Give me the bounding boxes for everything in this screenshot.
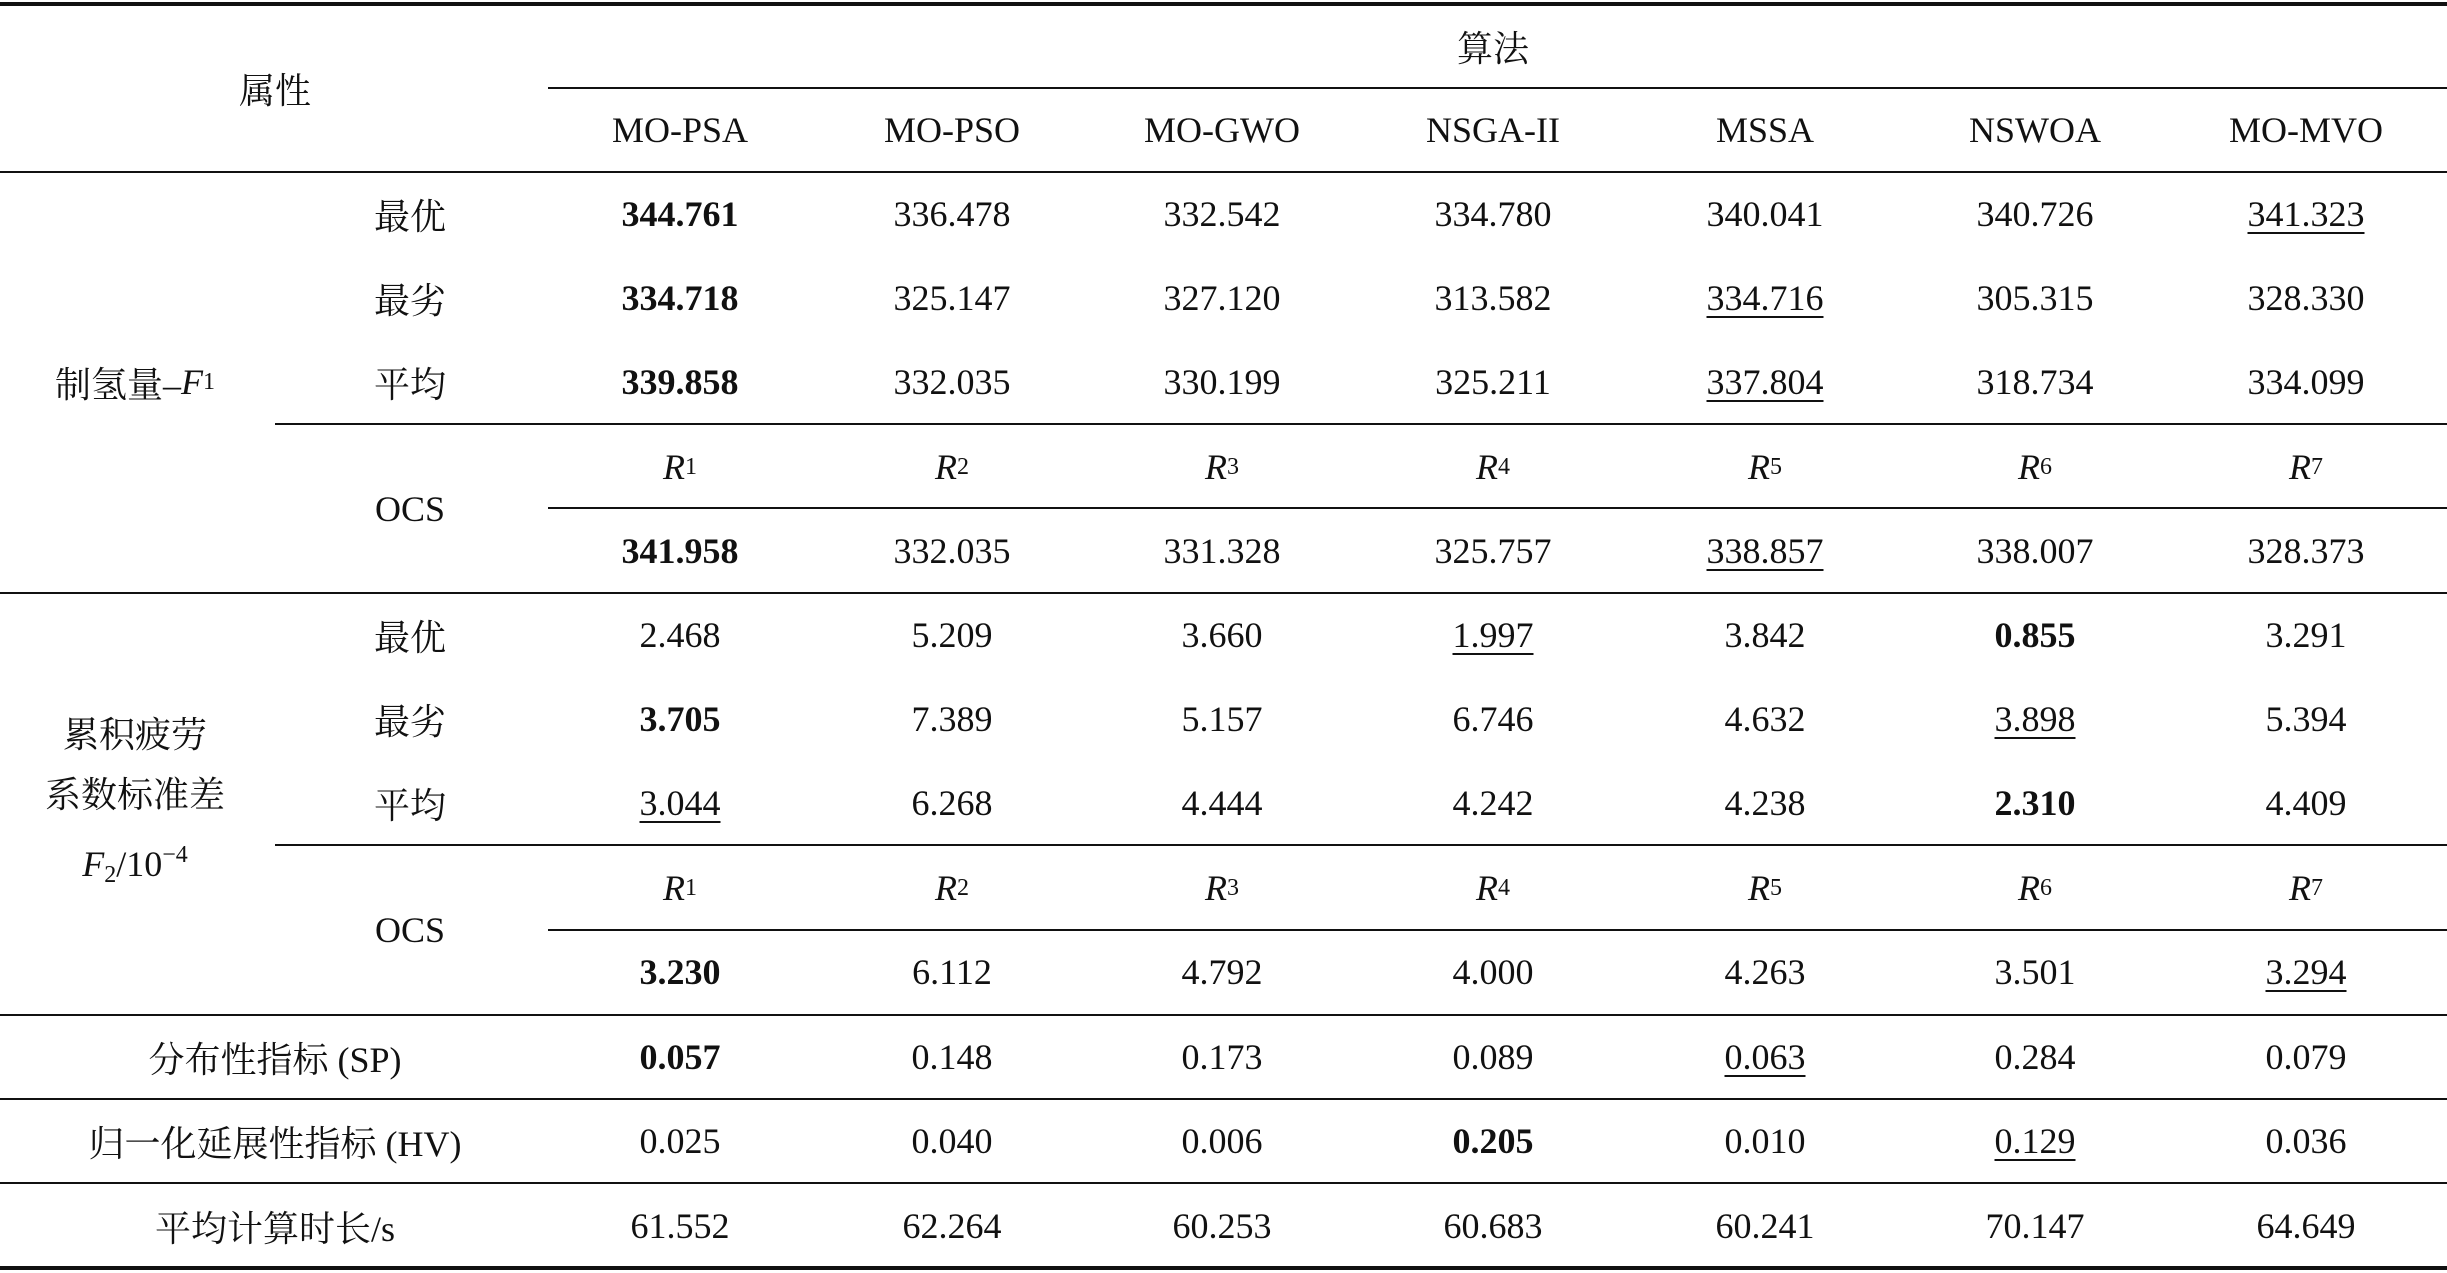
- group-label-text: 制氢量–: [54, 364, 181, 405]
- algorithm-name: MO-GWO: [1144, 110, 1300, 150]
- table-cell: [550, 509, 810, 593]
- cell-value: 3.898: [1994, 699, 2076, 739]
- table-cell: [1092, 1015, 1352, 1099]
- ocs-ratio-label: [1092, 425, 1352, 509]
- table-cell: [822, 1099, 1082, 1183]
- cell-value: 61.552: [630, 1206, 730, 1246]
- ratio-subscript: 7: [2311, 874, 2323, 901]
- ocs-ratio-label: [550, 425, 810, 509]
- ocs-ratio-label: [822, 425, 1082, 509]
- row-label: 最优: [373, 196, 446, 237]
- ratio-subscript: 5: [1770, 874, 1782, 901]
- table-cell: [550, 1099, 810, 1183]
- cell-value: 305.315: [1976, 278, 2094, 318]
- cell-value: 325.147: [893, 278, 1011, 318]
- ratio-symbol: R: [1205, 868, 1227, 908]
- ocs-label: OCS: [374, 489, 446, 529]
- table-cell: [1092, 509, 1352, 593]
- cell-value: 3.294: [2265, 952, 2347, 992]
- cell-value: 4.263: [1724, 952, 1806, 992]
- cell-value: 340.726: [1976, 194, 2094, 234]
- table-cell: [1635, 930, 1895, 1014]
- table-cell: [822, 593, 1082, 677]
- table-cell: [2176, 677, 2436, 761]
- table-cell: [1363, 930, 1623, 1014]
- table-cell: [1363, 340, 1623, 424]
- table-cell: [822, 930, 1082, 1014]
- table-cell: [1363, 256, 1623, 340]
- summary-row-label: 平均计算时长/s: [154, 1208, 395, 1249]
- ratio-symbol: R: [935, 868, 957, 908]
- table-cell: [822, 761, 1082, 845]
- ratio-subscript: 3: [1227, 453, 1239, 480]
- table-cell: [1905, 593, 2165, 677]
- cell-value: 338.007: [1976, 531, 2094, 571]
- cell-value: 338.857: [1706, 531, 1824, 571]
- cell-value: 313.582: [1434, 278, 1552, 318]
- cell-value: 2.310: [1994, 783, 2076, 823]
- cell-value: 4.238: [1724, 783, 1806, 823]
- table-cell: [2176, 1184, 2436, 1268]
- ratio-symbol: R: [2018, 447, 2040, 487]
- ratio-subscript: 1: [685, 453, 697, 480]
- group-exponent: −4: [162, 842, 188, 868]
- algorithm-name: NSGA-II: [1426, 110, 1560, 150]
- cell-value: 4.242: [1452, 783, 1534, 823]
- table-cell: [1905, 340, 2165, 424]
- cell-value: 339.858: [621, 362, 739, 402]
- table-cell: [822, 1015, 1082, 1099]
- ratio-subscript: 1: [685, 874, 697, 901]
- cell-value: 0.205: [1452, 1121, 1534, 1161]
- cell-value: 0.079: [2265, 1037, 2347, 1077]
- algorithm-name: MO-MVO: [2228, 110, 2383, 150]
- table-cell: [1363, 677, 1623, 761]
- table-cell: [2176, 1015, 2436, 1099]
- ratio-subscript: 5: [1770, 453, 1782, 480]
- ocs-ratio-label: [2176, 425, 2436, 509]
- cell-value: 327.120: [1163, 278, 1281, 318]
- table-cell: [1363, 1015, 1623, 1099]
- algorithm-name: MO-PSO: [883, 110, 1021, 150]
- cell-value: 0.855: [1994, 615, 2076, 655]
- table-cell: [1905, 509, 2165, 593]
- cell-value: 0.173: [1181, 1037, 1263, 1077]
- table-cell: [1092, 256, 1352, 340]
- cell-value: 0.129: [1994, 1121, 2076, 1161]
- table-cell: [1635, 1099, 1895, 1183]
- table-cell: [1635, 509, 1895, 593]
- table-cell: [550, 1015, 810, 1099]
- table-cell: [550, 340, 810, 424]
- ocs-ratio-label: [1905, 425, 2165, 509]
- row-label: 平均: [373, 364, 446, 405]
- algorithm-name: MSSA: [1715, 110, 1815, 150]
- table-cell: [1363, 1184, 1623, 1268]
- table-cell: [822, 509, 1082, 593]
- table-cell: [2176, 509, 2436, 593]
- group-variable: F: [82, 844, 105, 884]
- cell-value: 325.211: [1435, 362, 1551, 402]
- cell-value: 70.147: [1985, 1206, 2085, 1246]
- table-cell: [1635, 593, 1895, 677]
- table-cell: [1905, 677, 2165, 761]
- ocs-ratio-label: [1363, 846, 1623, 930]
- table-cell: [1092, 930, 1352, 1014]
- table-cell: [1363, 593, 1623, 677]
- cell-value: 341.958: [621, 531, 739, 571]
- cell-value: 332.542: [1163, 194, 1281, 234]
- table-cell: [2176, 761, 2436, 845]
- cell-value: 4.444: [1181, 783, 1263, 823]
- cell-value: 4.632: [1724, 699, 1806, 739]
- group-label-line1: 累积疲劳: [62, 715, 207, 755]
- table-cell: [2176, 930, 2436, 1014]
- ratio-symbol: R: [2289, 447, 2311, 487]
- table-cell: [1905, 1015, 2165, 1099]
- cell-value: 6.268: [911, 783, 993, 823]
- ratio-subscript: 4: [1498, 874, 1510, 901]
- ratio-symbol: R: [663, 868, 685, 908]
- ocs-ratio-label: [822, 846, 1082, 930]
- row-label: 最优: [373, 617, 446, 658]
- group-label-line3: [82, 825, 188, 905]
- ratio-subscript: 3: [1227, 874, 1239, 901]
- cell-value: 1.997: [1452, 615, 1534, 655]
- ratio-subscript: 4: [1498, 453, 1510, 480]
- table-cell: [550, 930, 810, 1014]
- cell-value: 2.468: [639, 615, 721, 655]
- ratio-symbol: R: [663, 447, 685, 487]
- ratio-subscript: 2: [957, 874, 969, 901]
- group-label-line2: 系数标准差: [44, 775, 225, 815]
- top-rule: [0, 2, 2447, 6]
- ocs-ratio-label: [1635, 846, 1895, 930]
- cell-value: 6.112: [912, 952, 992, 992]
- table-cell: [1092, 761, 1352, 845]
- cell-value: 64.649: [2256, 1206, 2356, 1246]
- table-cell: [1363, 172, 1623, 256]
- table-cell: [1092, 677, 1352, 761]
- table-cell: [2176, 172, 2436, 256]
- table-cell: [1092, 1099, 1352, 1183]
- table-cell: [1635, 1015, 1895, 1099]
- ocs-ratio-label: [1905, 846, 2165, 930]
- cell-value: 0.284: [1994, 1037, 2076, 1077]
- cell-value: 328.373: [2247, 531, 2365, 571]
- cell-value: 7.389: [911, 699, 993, 739]
- table-cell: [822, 256, 1082, 340]
- table-cell: [2176, 340, 2436, 424]
- cell-value: 344.761: [621, 194, 739, 234]
- ratio-symbol: R: [1476, 447, 1498, 487]
- table-cell: [1635, 761, 1895, 845]
- cell-value: 0.063: [1724, 1037, 1806, 1077]
- table-cell: [1635, 172, 1895, 256]
- attribute-header: 属性: [238, 70, 311, 111]
- cell-value: 3.501: [1994, 952, 2076, 992]
- ratio-symbol: R: [1748, 868, 1770, 908]
- cell-value: 5.157: [1181, 699, 1263, 739]
- table-cell: [1092, 593, 1352, 677]
- table-cell: [2176, 593, 2436, 677]
- cell-value: 3.230: [639, 952, 721, 992]
- summary-row-label: 归一化延展性指标 (HV): [88, 1123, 462, 1164]
- ratio-subscript: 6: [2040, 453, 2052, 480]
- ratio-symbol: R: [1476, 868, 1498, 908]
- table-cell: [822, 677, 1082, 761]
- algorithm-header: 算法: [1456, 28, 1529, 69]
- cell-value: 328.330: [2247, 278, 2365, 318]
- cell-value: 332.035: [893, 362, 1011, 402]
- row-label: 最劣: [373, 701, 446, 742]
- cell-value: 336.478: [893, 194, 1011, 234]
- cell-value: 4.409: [2265, 783, 2347, 823]
- f2-group-label: [0, 710, 270, 900]
- table-cell: [1905, 1184, 2165, 1268]
- table-cell: [1363, 509, 1623, 593]
- cell-value: 334.099: [2247, 362, 2365, 402]
- cell-value: 3.291: [2265, 615, 2347, 655]
- algorithm-name: MO-PSA: [611, 110, 749, 150]
- cell-value: 60.683: [1443, 1206, 1543, 1246]
- cell-value: 3.660: [1181, 615, 1263, 655]
- cell-value: 60.253: [1172, 1206, 1272, 1246]
- table-cell: [1635, 1184, 1895, 1268]
- ocs-ratio-label: [1363, 425, 1623, 509]
- cell-value: 0.025: [639, 1121, 721, 1161]
- cell-value: 0.040: [911, 1121, 993, 1161]
- cell-value: 318.734: [1976, 362, 2094, 402]
- table-cell: [1905, 256, 2165, 340]
- ratio-symbol: R: [2018, 868, 2040, 908]
- cell-value: 334.716: [1706, 278, 1824, 318]
- cell-value: 325.757: [1434, 531, 1552, 571]
- ratio-symbol: R: [1748, 447, 1770, 487]
- cell-value: 332.035: [893, 531, 1011, 571]
- ocs-ratio-label: [550, 846, 810, 930]
- cell-value: 340.041: [1706, 194, 1824, 234]
- cell-value: 5.209: [911, 615, 993, 655]
- cell-value: 3.044: [639, 783, 721, 823]
- cell-value: 0.148: [911, 1037, 993, 1077]
- cell-value: 330.199: [1163, 362, 1281, 402]
- cell-value: 341.323: [2247, 194, 2365, 234]
- table-cell: [1905, 172, 2165, 256]
- ocs-label: OCS: [374, 910, 446, 950]
- ocs-ratio-label: [2176, 846, 2436, 930]
- table-cell: [1635, 256, 1895, 340]
- cell-value: 331.328: [1163, 531, 1281, 571]
- group-subscript: 1: [203, 368, 215, 395]
- table-cell: [550, 172, 810, 256]
- group-subscript: 2: [104, 862, 117, 888]
- ratio-symbol: R: [1205, 447, 1227, 487]
- group-variable: F: [181, 362, 203, 402]
- table-cell: [1635, 677, 1895, 761]
- ocs-ratio-label: [1635, 425, 1895, 509]
- table-cell: [550, 761, 810, 845]
- table-cell: [2176, 256, 2436, 340]
- cell-value: 0.010: [1724, 1121, 1806, 1161]
- table-cell: [1635, 340, 1895, 424]
- cell-value: 5.394: [2265, 699, 2347, 739]
- cell-value: 0.006: [1181, 1121, 1263, 1161]
- table-cell: [1905, 1099, 2165, 1183]
- table-cell: [822, 340, 1082, 424]
- cell-value: 4.792: [1181, 952, 1263, 992]
- ratio-symbol: R: [2289, 868, 2311, 908]
- row-label: 最劣: [373, 280, 446, 321]
- table-cell: [550, 677, 810, 761]
- cell-value: 6.746: [1452, 699, 1534, 739]
- ratio-subscript: 2: [957, 453, 969, 480]
- cell-value: 0.057: [639, 1037, 721, 1077]
- table-cell: [822, 1184, 1082, 1268]
- cell-value: 337.804: [1706, 362, 1824, 402]
- group-unit: /10: [116, 844, 163, 884]
- row-label: 平均: [373, 785, 446, 826]
- cell-value: 62.264: [902, 1206, 1002, 1246]
- ratio-symbol: R: [935, 447, 957, 487]
- ocs-ratio-label: [1092, 846, 1352, 930]
- table-cell: [1905, 761, 2165, 845]
- ratio-subscript: 7: [2311, 453, 2323, 480]
- cell-value: 334.718: [621, 278, 739, 318]
- table-cell: [1363, 761, 1623, 845]
- cell-value: 0.089: [1452, 1037, 1534, 1077]
- cell-value: 60.241: [1715, 1206, 1815, 1246]
- cell-value: 3.842: [1724, 615, 1806, 655]
- table-cell: [550, 256, 810, 340]
- summary-row-label: 分布性指标 (SP): [148, 1039, 402, 1080]
- cell-value: 0.036: [2265, 1121, 2347, 1161]
- cell-value: 334.780: [1434, 194, 1552, 234]
- table-cell: [1092, 1184, 1352, 1268]
- cell-value: 3.705: [639, 699, 721, 739]
- table-cell: [1363, 1099, 1623, 1183]
- f1-group-label: [0, 340, 270, 424]
- table-cell: [1092, 172, 1352, 256]
- table-cell: [2176, 1099, 2436, 1183]
- table-cell: [550, 1184, 810, 1268]
- ratio-subscript: 6: [2040, 874, 2052, 901]
- table-cell: [822, 172, 1082, 256]
- table-cell: [1905, 930, 2165, 1014]
- cell-value: 4.000: [1452, 952, 1534, 992]
- algorithm-name: NSWOA: [1969, 110, 2101, 150]
- table-cell: [1092, 340, 1352, 424]
- table-cell: [550, 593, 810, 677]
